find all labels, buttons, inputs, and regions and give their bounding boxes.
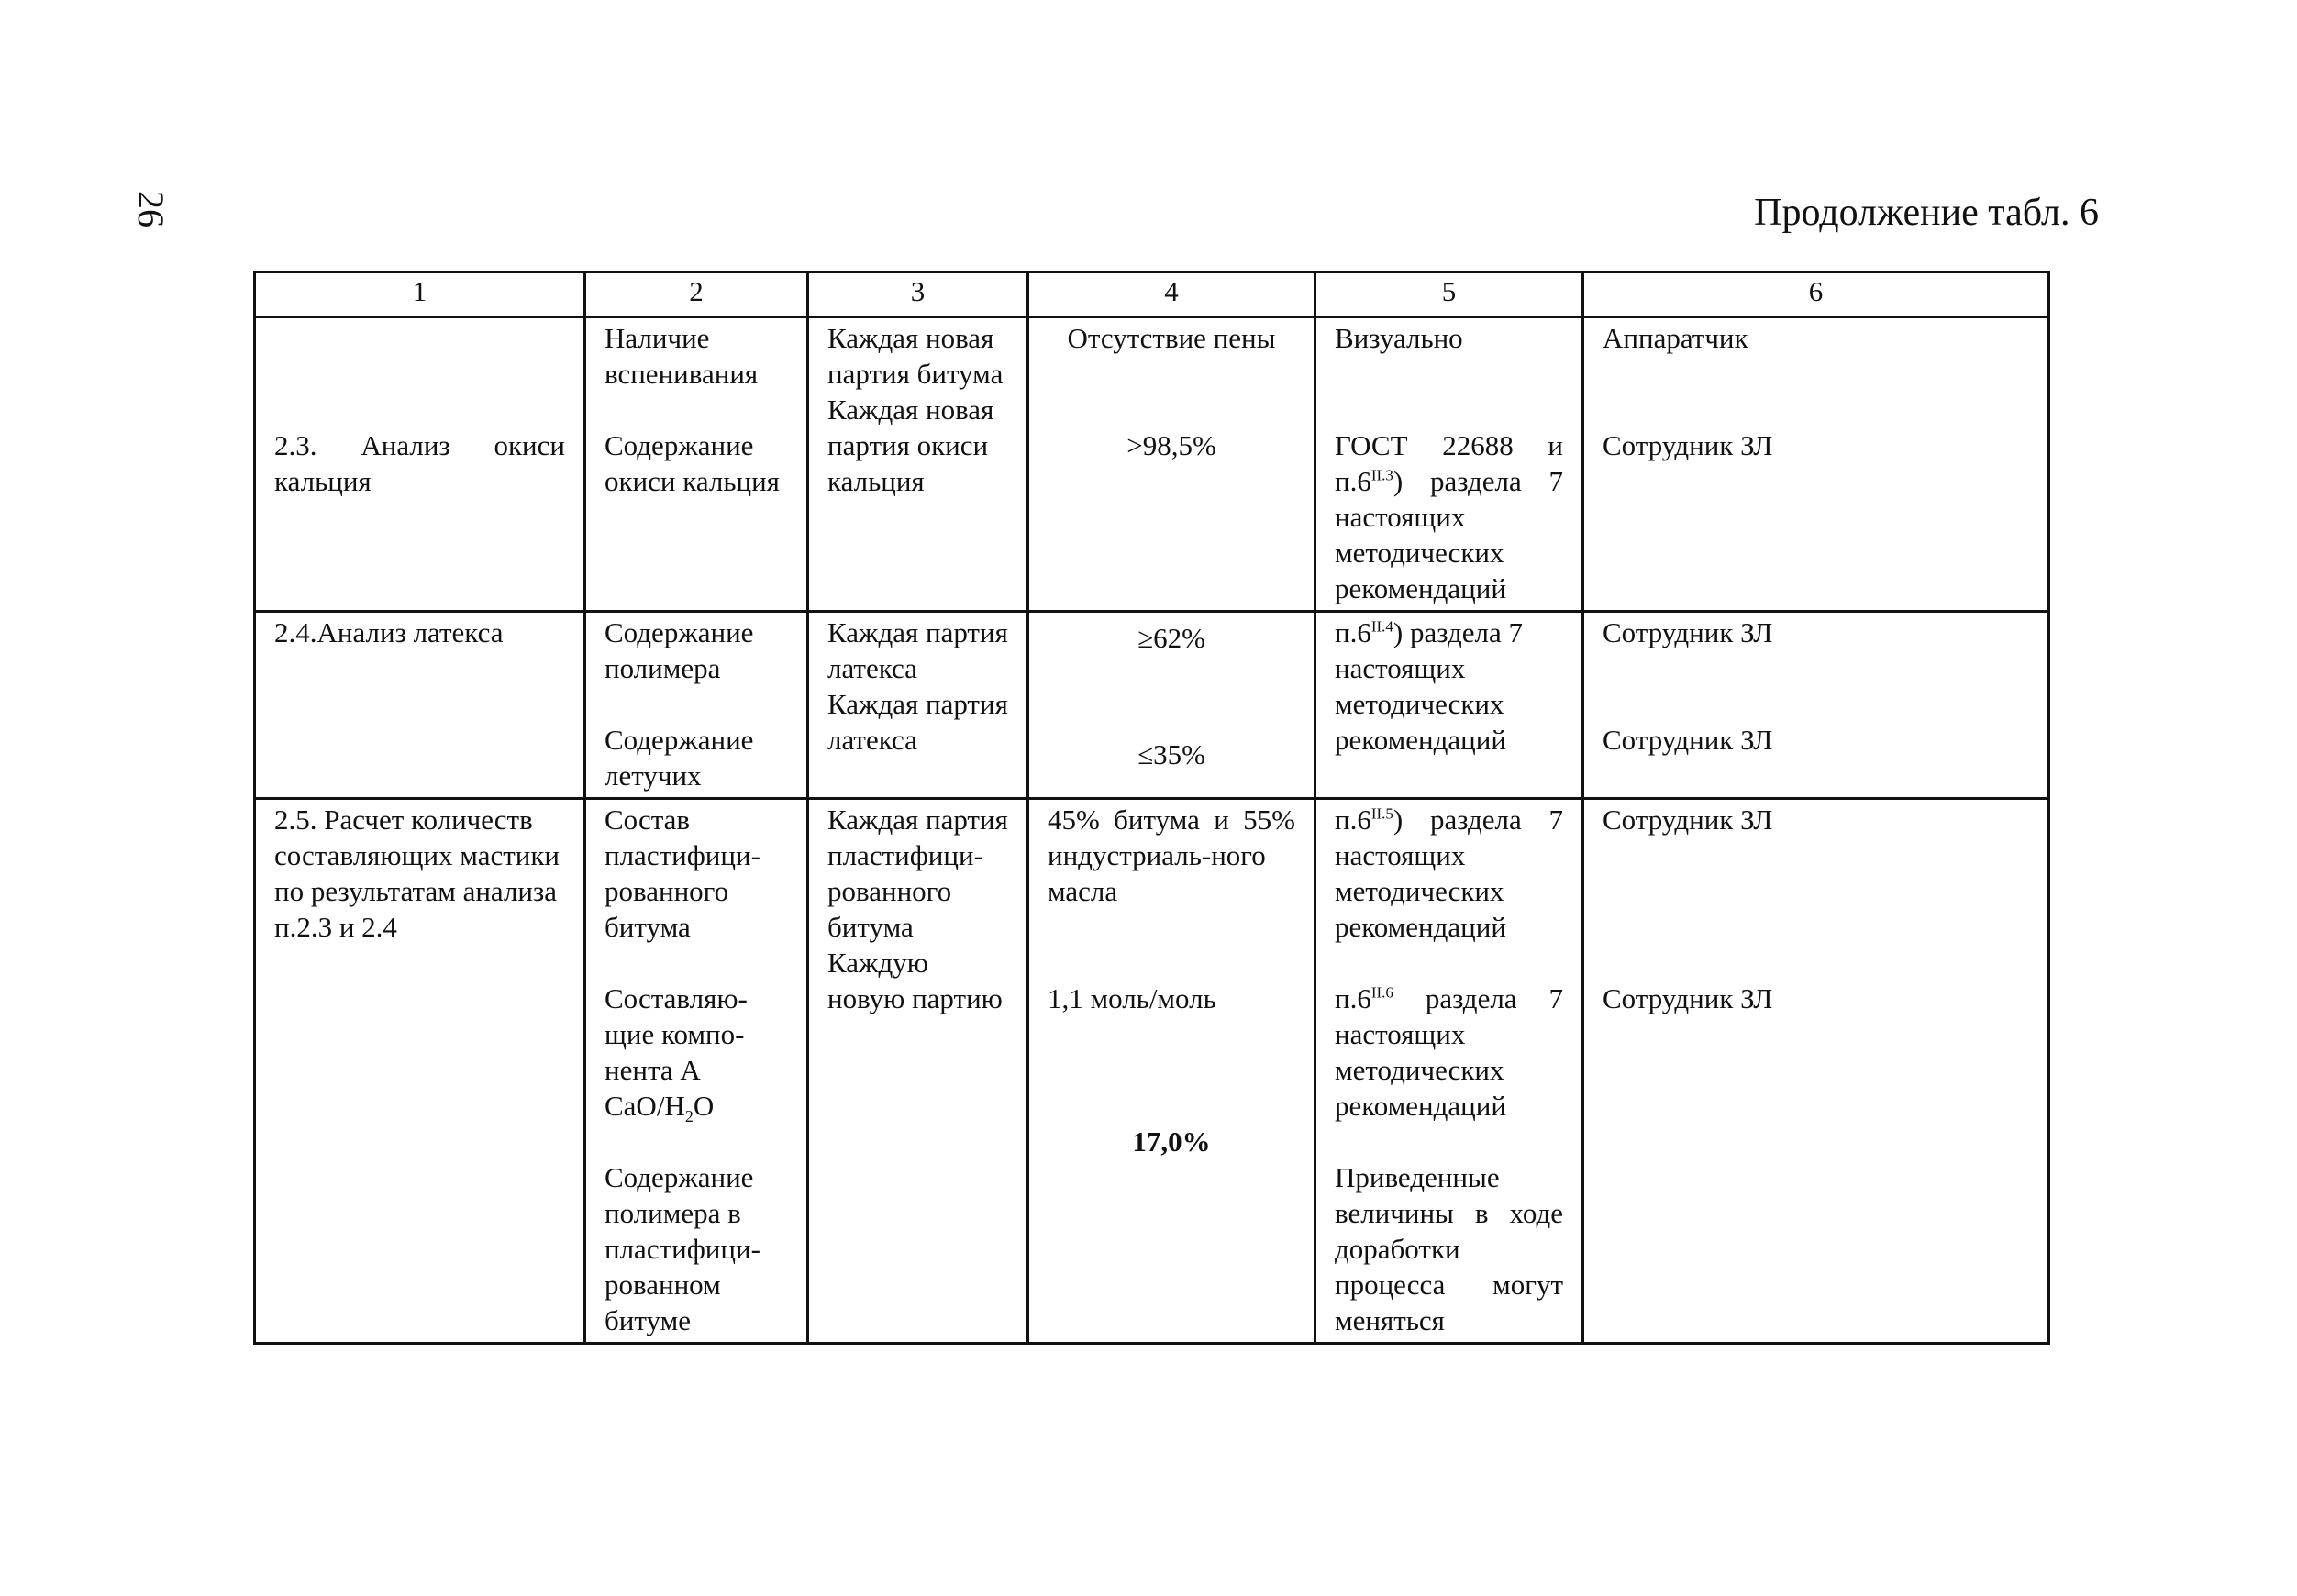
row-title: 2.5. Расчет количеств составляющих мастики по результатам анализа п.2.3 и 2.4 (274, 804, 560, 943)
table-cell (585, 612, 808, 799)
table-cell (1583, 317, 2049, 612)
cell-text: Составляю-щие компо-нента А CaO/$H_2O$ (605, 982, 748, 1126)
row-title: 2.4.Анализ латекса (274, 616, 504, 648)
table-cell (1315, 612, 1583, 799)
cell-text: Отсутствие пены (1067, 322, 1276, 354)
cell-text: Содержание окиси кальция (605, 429, 780, 497)
cell-text: Состав пластифици-рованного битума (605, 804, 760, 943)
table-cell (808, 317, 1028, 612)
cell-text: 45% битума и 55% индустриаль-ного масла (1048, 804, 1295, 907)
table-cell (255, 317, 585, 612)
cell-text: Сотрудник ЗЛ (1603, 429, 1773, 461)
cell-text: Содержание полимера в пластифици-рованном битуме (605, 1161, 760, 1336)
cell-text: Сотрудник ЗЛ (1603, 804, 1773, 836)
cell-text: Каждая партия пластифици-рованного битума (827, 804, 1008, 943)
cell-text: 1,1 моль/моль (1048, 982, 1216, 1014)
column-header: 4 (1028, 272, 1315, 317)
table-row (255, 799, 2049, 1344)
cell-text: Содержание летучих (605, 724, 754, 792)
table-cell (1028, 799, 1315, 1344)
table-cell (1315, 317, 1583, 612)
table-cell (255, 612, 585, 799)
cell-text: Приведенные величины в ходе доработки процесса могут меняться (1335, 1161, 1563, 1336)
cell-text: Аппаратчик (1603, 322, 1748, 354)
page-number: 26 (130, 191, 172, 227)
cell-text: Каждую новую партию (827, 947, 1003, 1014)
table-cell (255, 799, 585, 1344)
cell-text: Каждая новая партия битума (827, 322, 1004, 390)
cell-text: $п.6^{II.6}$ раздела 7 настоящих методических рекомендаций (1335, 982, 1563, 1122)
table-cell (585, 317, 808, 612)
table-cell (1028, 612, 1315, 799)
table-caption: Продолжение табл. 6 (1754, 192, 2099, 234)
cell-text: ГОСТ 22688 и $п.6^{II.3}$) раздела 7 настоящих методических рекомендаций (1335, 429, 1563, 604)
cell-text: Каждая новая партия окиси кальция (827, 393, 994, 497)
cell-text: >98,5% (1126, 429, 1216, 461)
column-header: 5 (1315, 272, 1583, 317)
cell-text: $п.6^{II.4}$) раздела 7 настоящих методических рекомендаций (1335, 616, 1523, 756)
table-cell (808, 799, 1028, 1344)
cell-text: Сотрудник ЗЛ (1603, 724, 1773, 756)
cell-text: ≤35% (1137, 738, 1205, 770)
column-header: 6 (1583, 272, 2049, 317)
column-header: 1 (255, 272, 585, 317)
cell-text: ≥62% (1137, 622, 1205, 654)
cell-text: Визуально (1335, 322, 1463, 354)
cell-text: $п.6^{II.5}$) раздела 7 настоящих методических рекомендаций (1335, 804, 1563, 943)
table-row (255, 317, 2049, 612)
cell-text: Наличие вспенивания (605, 322, 759, 390)
table-cell (1583, 612, 2049, 799)
column-header: 3 (808, 272, 1028, 317)
header-row (255, 272, 2049, 317)
table-row (255, 612, 2049, 799)
cell-text: 17,0% (1132, 1125, 1211, 1158)
row-title: 2.3. Анализ окиси кальция (274, 429, 565, 497)
table-cell (1028, 317, 1315, 612)
cell-text: Сотрудник ЗЛ (1603, 982, 1773, 1014)
cell-text: Каждая партия латекса (827, 688, 1008, 756)
table-cell (1315, 799, 1583, 1344)
data-table (253, 271, 2050, 1345)
table-cell (1583, 799, 2049, 1344)
cell-text: Сотрудник ЗЛ (1603, 616, 1773, 648)
column-header: 2 (585, 272, 808, 317)
table-cell (585, 799, 808, 1344)
cell-text: Каждая партия латекса (827, 616, 1008, 684)
cell-text: Содержание полимера (605, 616, 754, 684)
table-cell (808, 612, 1028, 799)
